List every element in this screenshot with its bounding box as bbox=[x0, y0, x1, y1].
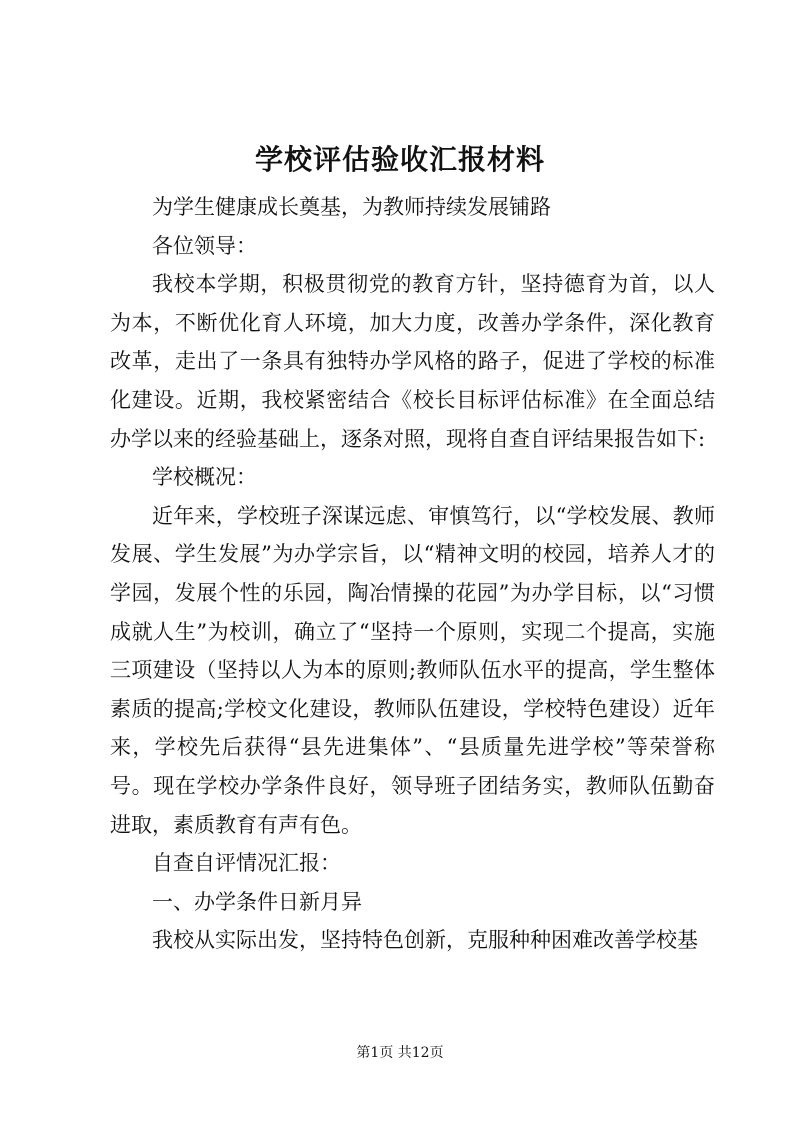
salutation-paragraph: 各位领导： bbox=[152, 233, 257, 258]
section-heading-overview: 学校概况： bbox=[152, 465, 257, 490]
document-title: 学校评估验收汇报材料 bbox=[254, 143, 545, 176]
overview-paragraph: 近年来，学校班子深谋远虑、审慎笃行，以“学校发展、教师发展、学生发展”为办学宗旨，以“精神文明的校园，培养人才的学园，发展个性的乐园，陶冶情操的花园”为办学目标，以“习惯成就人生”为校训，确立了“坚持一个原则，实现二个提高，实施三项建设（坚持以人为本的原则;教师队伍水平的提高，学生整体素质的提高;学校文化建设，教师队伍建设，学校特色建设）近年来，学校先后获得“县先进集体”、“县质量先进学校”等荣誉称号。现在学校办学条件良好，领导班子团结务实，教师队伍勤奋进取，素质教育有声有色。 bbox=[110, 503, 715, 837]
document-body bbox=[110, 188, 715, 960]
subsection-heading-conditions: 一、办学条件日新月异 bbox=[152, 889, 362, 914]
subtitle-paragraph: 为学生健康成长奠基，为教师持续发展铺路 bbox=[152, 195, 551, 219]
intro-paragraph: 我校本学期，积极贯彻党的教育方针，坚持德育为首，以人为本，不断优化育人环境，加大力度，改善办学条件，深化教育改革，走出了一条具有独特办学风格的路子，促进了学校的标准化建设。近期，我校紧密结合《校长目标评估标准》在全面总结办学以来的经验基础上，逐条对照，现将自查自评结果报告如下: bbox=[110, 272, 715, 451]
section-heading-self-review: 自查自评情况汇报： bbox=[152, 851, 341, 876]
page-number-footer: 第1页 共12页 bbox=[356, 1045, 444, 1061]
conditions-paragraph: 我校从实际出发，坚持特色创新，克服种种困难改善学校基 bbox=[152, 928, 698, 953]
